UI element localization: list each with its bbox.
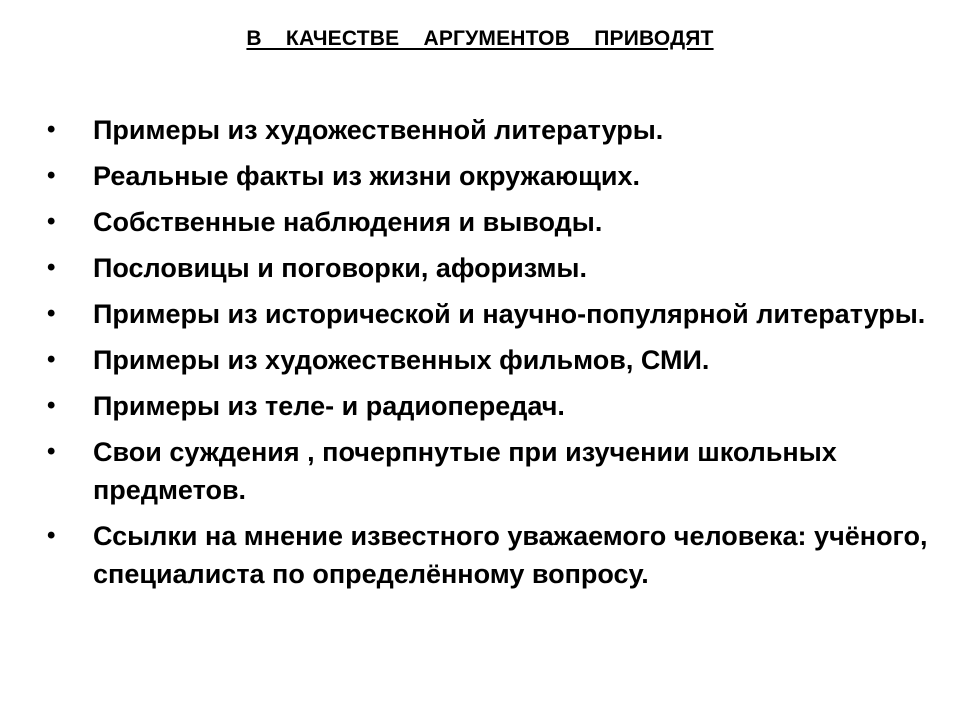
bullet-icon: • [47, 438, 56, 465]
bullet-icon: • [47, 346, 56, 373]
list-item-text: Примеры из художественной литературы. [93, 115, 664, 145]
list-item-text: Примеры из исторической и научно-популярной литературы. [93, 299, 926, 329]
list-item [47, 433, 952, 509]
bullet-icon: • [47, 254, 56, 281]
list-item-text: Ссылки на мнение известного уважаемого человека: учёного, специалиста по определённому вопросу. [93, 521, 928, 589]
list-item [47, 295, 952, 333]
list-item-text: Пословицы и поговорки, афоризмы. [93, 253, 587, 283]
bullet-icon: • [47, 522, 56, 549]
argument-list [47, 111, 952, 601]
list-item [47, 203, 952, 241]
bullet-icon: • [47, 300, 56, 327]
list-item [47, 517, 952, 593]
list-item [47, 387, 952, 425]
list-item-text: Собственные наблюдения и выводы. [93, 207, 603, 237]
list-item-text: Примеры из теле- и радиопередач. [93, 391, 565, 421]
bullet-icon: • [47, 116, 56, 143]
list-item [47, 341, 952, 379]
bullet-icon: • [47, 392, 56, 419]
slide-title: В КАЧЕСТВЕ АРГУМЕНТОВ ПРИВОДЯТ [246, 27, 714, 50]
list-item [47, 111, 952, 149]
bullet-icon: • [47, 162, 56, 189]
list-item-text: Примеры из художественных фильмов, СМИ. [93, 345, 710, 375]
list-item [47, 157, 952, 195]
list-item [47, 249, 952, 287]
list-item-text: Реальные факты из жизни окружающих. [93, 161, 640, 191]
bullet-icon: • [47, 208, 56, 235]
list-item-text: Свои суждения , почерпнутые при изучении школьных предметов. [93, 437, 837, 505]
